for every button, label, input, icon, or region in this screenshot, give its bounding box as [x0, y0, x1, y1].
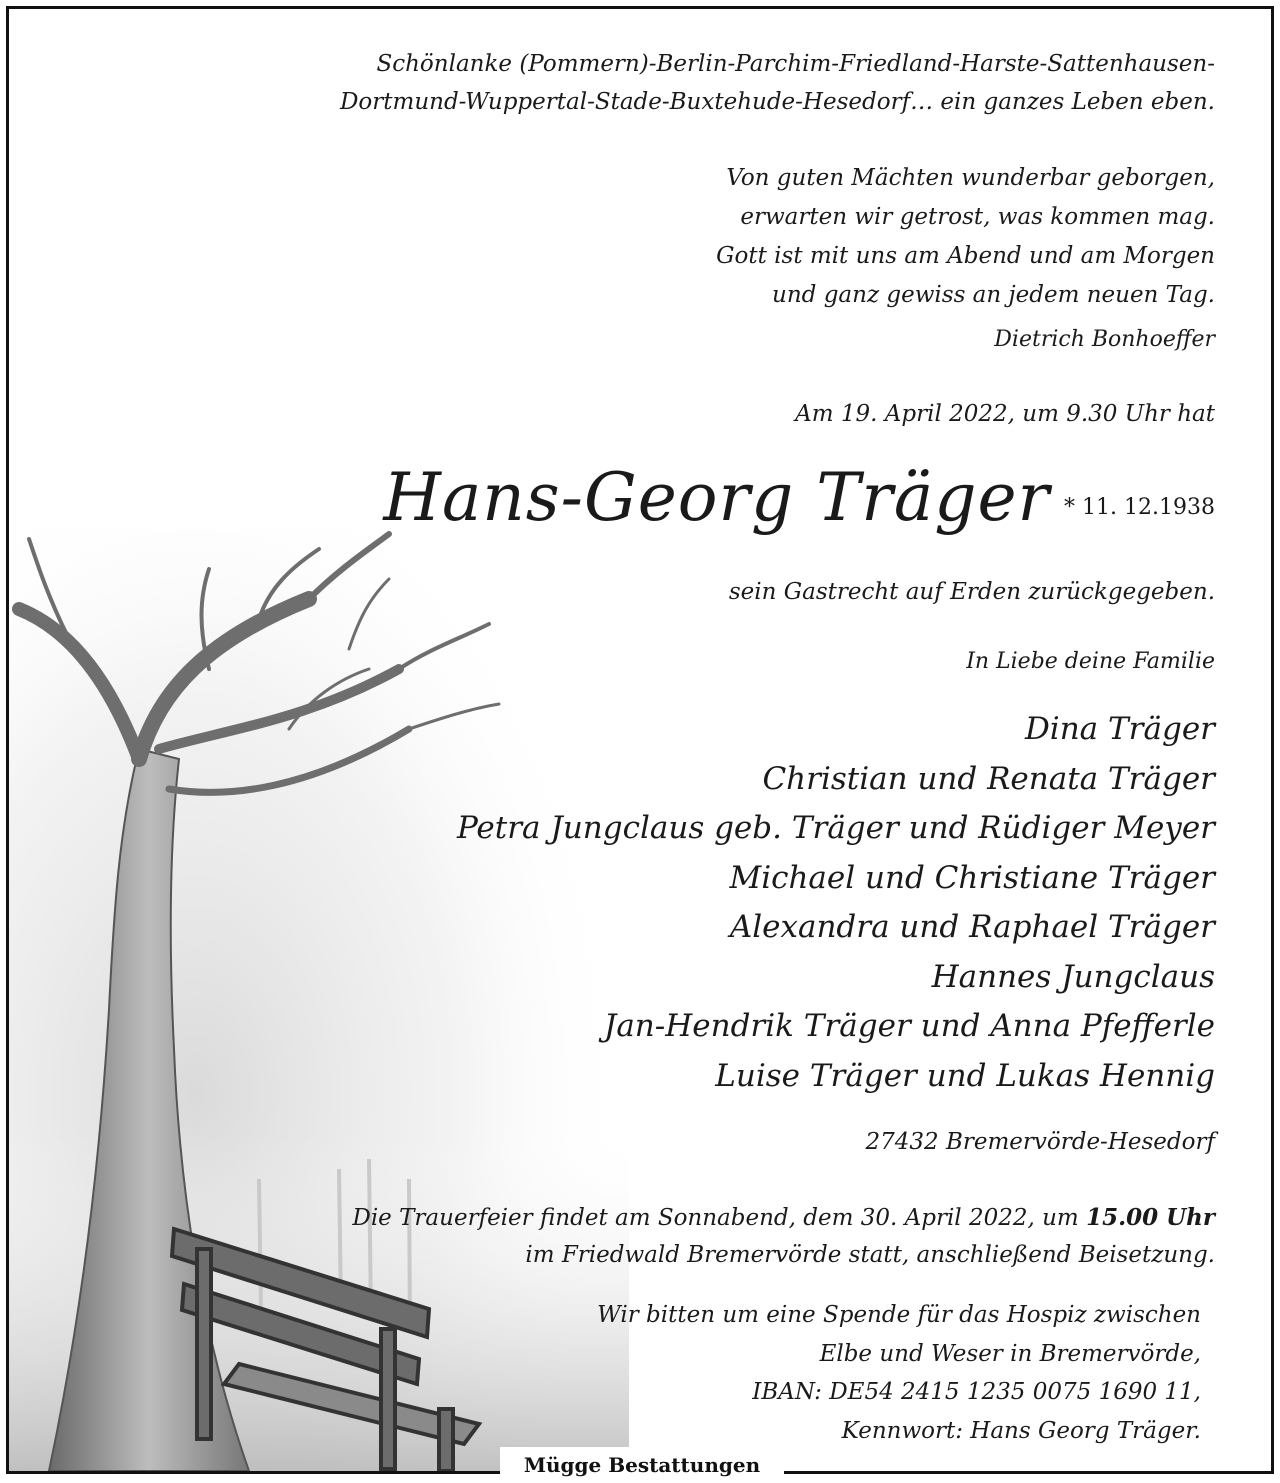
poem-line: und ganz gewiss an jedem neuen Tag. — [772, 282, 1215, 308]
family-list — [457, 705, 1215, 1101]
obituary-notice — [6, 6, 1274, 1474]
poem-author: Dietrich Bonhoeffer — [994, 327, 1215, 352]
poem-line: Gott ist mit uns am Abend und am Morgen — [716, 243, 1215, 269]
birth-date: * 11. 12.1938 — [1064, 495, 1215, 520]
poem-line: erwarten wir getrost, was kommen mag. — [740, 204, 1215, 230]
service-line — [352, 1199, 1215, 1237]
donation-line: Elbe und Weser in Bremervörde, — [819, 1340, 1201, 1367]
love-line: In Liebe deine Familie — [966, 649, 1215, 674]
family-member: Alexandra und Raphael Träger — [729, 909, 1215, 945]
donation-line: IBAN: DE54 2415 1235 0075 1690 11, — [752, 1379, 1201, 1405]
family-member: Dina Träger — [1024, 711, 1215, 747]
donation-info — [597, 1296, 1201, 1450]
death-date-intro: Am 19. April 2022, um 9.30 Uhr hat — [795, 401, 1215, 427]
address: 27432 Bremervörde-Hesedorf — [865, 1129, 1215, 1155]
undertaker-label: Mügge Bestattungen — [500, 1447, 784, 1483]
family-member: Hannes Jungclaus — [931, 958, 1215, 995]
donation-line: Kennwort: Hans Georg Träger. — [841, 1417, 1201, 1444]
poem — [716, 159, 1215, 315]
service-line-text: Die Trauerfeier findet am Sonnabend, dem 30. April 2022, um — [352, 1205, 1087, 1231]
family-member: Michael und Christiane Träger — [729, 859, 1215, 896]
poem-line: Von guten Mächten wunderbar geborgen, — [726, 165, 1215, 191]
family-member: Christian und Renata Träger — [762, 760, 1215, 797]
service-time: 15.00 Uhr — [1086, 1204, 1215, 1231]
service-line: im Friedwald Bremervörde statt, anschließend Beisetzung. — [525, 1242, 1215, 1268]
funeral-service-info — [352, 1199, 1215, 1274]
family-member: Petra Jungclaus geb. Träger und Rüdiger Meyer — [456, 810, 1215, 846]
life-route-text — [340, 45, 1215, 121]
donation-line: Wir bitten um eine Spende für das Hospiz zwischen — [597, 1302, 1201, 1328]
returned-text: sein Gastrecht auf Erden zurückgegeben. — [728, 579, 1215, 605]
family-member: Jan-Hendrik Träger und Anna Pfefferle — [603, 1008, 1215, 1044]
deceased-name: Hans-Georg Träger — [383, 459, 1051, 536]
family-member: Luise Träger und Lukas Hennig — [715, 1057, 1215, 1094]
route-line: Schönlanke (Pommern)-Berlin-Parchim-Friedland-Harste-Sattenhausen- — [376, 51, 1215, 77]
route-line: Dortmund-Wuppertal-Stade-Buxtehude-Hesedorf… ein ganzes Leben eben. — [339, 89, 1215, 115]
deceased-heading — [383, 459, 1215, 536]
